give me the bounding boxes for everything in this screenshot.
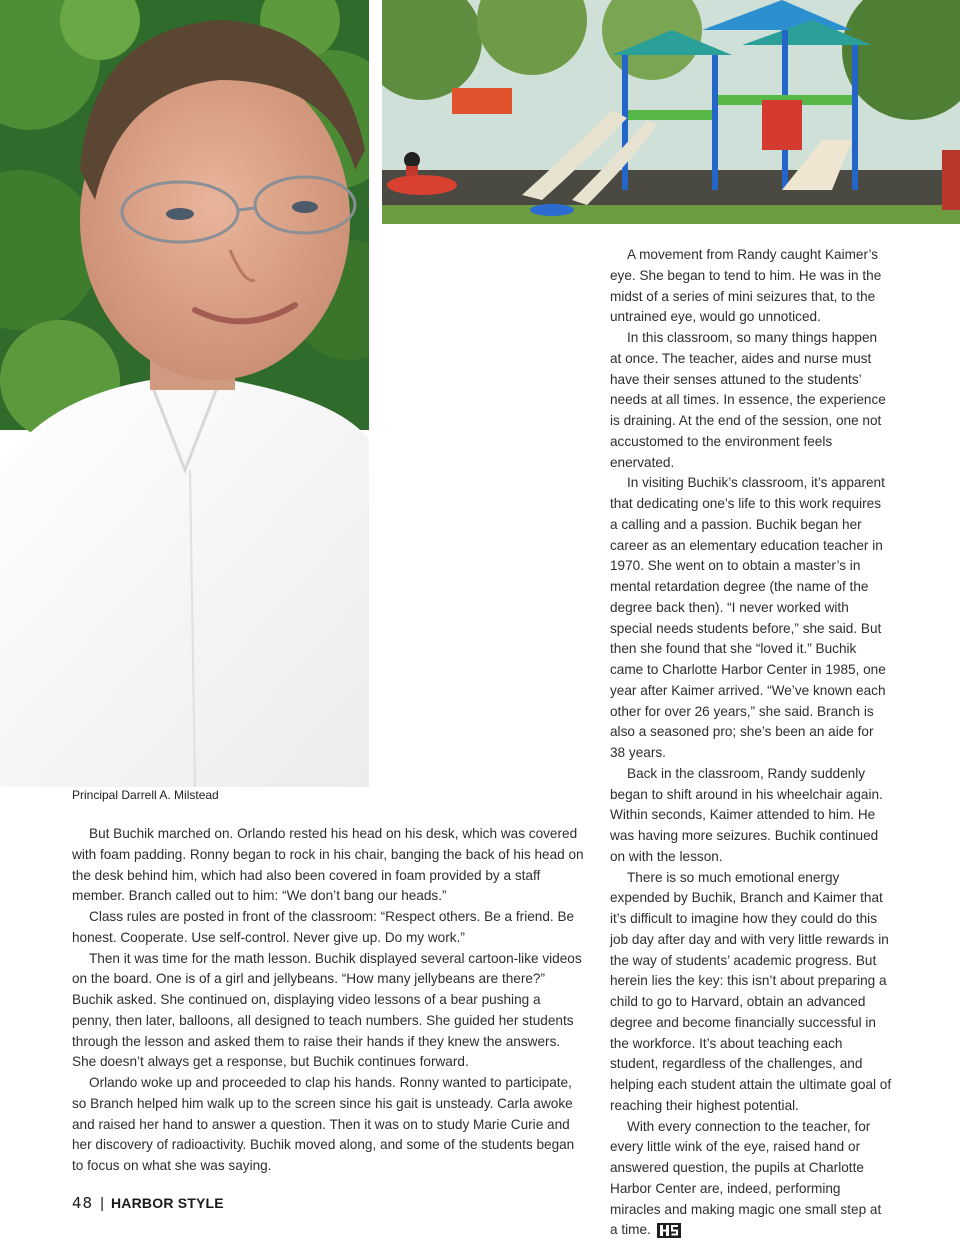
photo-caption: Principal Darrell A. Milstead bbox=[72, 788, 219, 802]
article-column-left bbox=[72, 824, 584, 1177]
paragraph: Orlando woke up and proceeded to clap his hands. Ronny wanted to participate, so Branch helped him walk up to the screen since his gait is unsteady. Carla awoke and raised her hand to answer a question. Then it was on to study Marie Curie and her discovery of radioactivity. Buchik moved along, and some of the students began to focus on what she was saying. bbox=[72, 1075, 575, 1173]
paragraph: But Buchik marched on. Orlando rested his head on his desk, which was covered with foam padding. Ronny began to rock in his chair, banging the back of his head on the desk behind him, which had also been covered in foam provided by a staff member. Branch called out to him: “We don’t bang our heads.” bbox=[72, 826, 584, 904]
folio-separator: | bbox=[100, 1194, 104, 1212]
playground-photo bbox=[382, 0, 960, 224]
paragraph: Class rules are posted in front of the classroom: “Respect others. Be a friend. Be honest. Cooperate. Use self-control. Never give up. Do my work.” bbox=[72, 909, 575, 945]
paragraph-final bbox=[610, 1117, 892, 1242]
playground-image bbox=[382, 0, 960, 224]
portrait-image bbox=[0, 0, 369, 787]
portrait-photo bbox=[0, 0, 369, 787]
publication-name: HARBOR STYLE bbox=[111, 1195, 224, 1211]
paragraph: Then it was time for the math lesson. Buchik displayed several cartoon-like videos on the board. One is of a girl and jellybeans. “How many jellybeans are there?” Buchik asked. She continued on, displaying video lessons of a bear pushing a penny, then later, balloons, all designed to teach numbers. She guided her students through the lesson and asked them to raise their hands if they knew the answers. She doesn’t always get a response, but Buchik continues forward. bbox=[72, 950, 582, 1070]
paragraph-final-text: With every connection to the teacher, for every little wink of the eye, raised hand or answered question, the pupils at Charlotte Harbor Center are, indeed, performing miracles and making magic one small step at a time. bbox=[610, 1118, 882, 1238]
page-folio bbox=[72, 1192, 224, 1214]
hs-end-mark-icon bbox=[657, 1223, 681, 1238]
paragraph: A movement from Randy caught Kaimer’s eye. She began to tend to him. He was in the midst of a series of mini seizures that, to the untrained eye, would go unnoticed. bbox=[610, 247, 882, 325]
article-column-right bbox=[610, 245, 892, 1241]
paragraph: There is so much emotional energy expended by Buchik, Branch and Kaimer that it’s difficult to imagine how they could do this job day after day and with very little rewards in the way of students’ academic progress. But herein lies the key: this isn’t about preparing a child to go to Harvard, obtain an advanced degree and become financially successful in the workforce. It’s about teaching each student, regardless of the challenges, and helping each student attain the ultimate goal of reaching their highest potential. bbox=[610, 869, 892, 1113]
paragraph: In visiting Buchik’s classroom, it’s apparent that dedicating one’s life to this work requires a calling and a passion. Buchik began her career as an elementary education teacher in 1970. She went on to obtain a master’s in mental retardation degree (the name of the degree back then). “I never worked with special needs students before,” she said. But then she found that she “loved it.” Buchik came to Charlotte Harbor Center in 1985, one year after Kaimer arrived. “We’ve known each other for over 26 years,” she said. Branch is also a seasoned pro; she’s been an aide for 38 years. bbox=[610, 475, 886, 760]
paragraph: In this classroom, so many things happen at once. The teacher, aides and nurse must have their senses attuned to the students’ needs at all times. In essence, the experience is draining. At the end of the session, one not accustomed to the environment feels enervated. bbox=[610, 330, 886, 470]
paragraph: Back in the classroom, Randy suddenly began to shift around in his wheelchair again. Within seconds, Kaimer attended to him. He was having more seizures. Buchik continued on with the lesson. bbox=[610, 765, 883, 864]
page-number: 48 bbox=[72, 1194, 94, 1212]
